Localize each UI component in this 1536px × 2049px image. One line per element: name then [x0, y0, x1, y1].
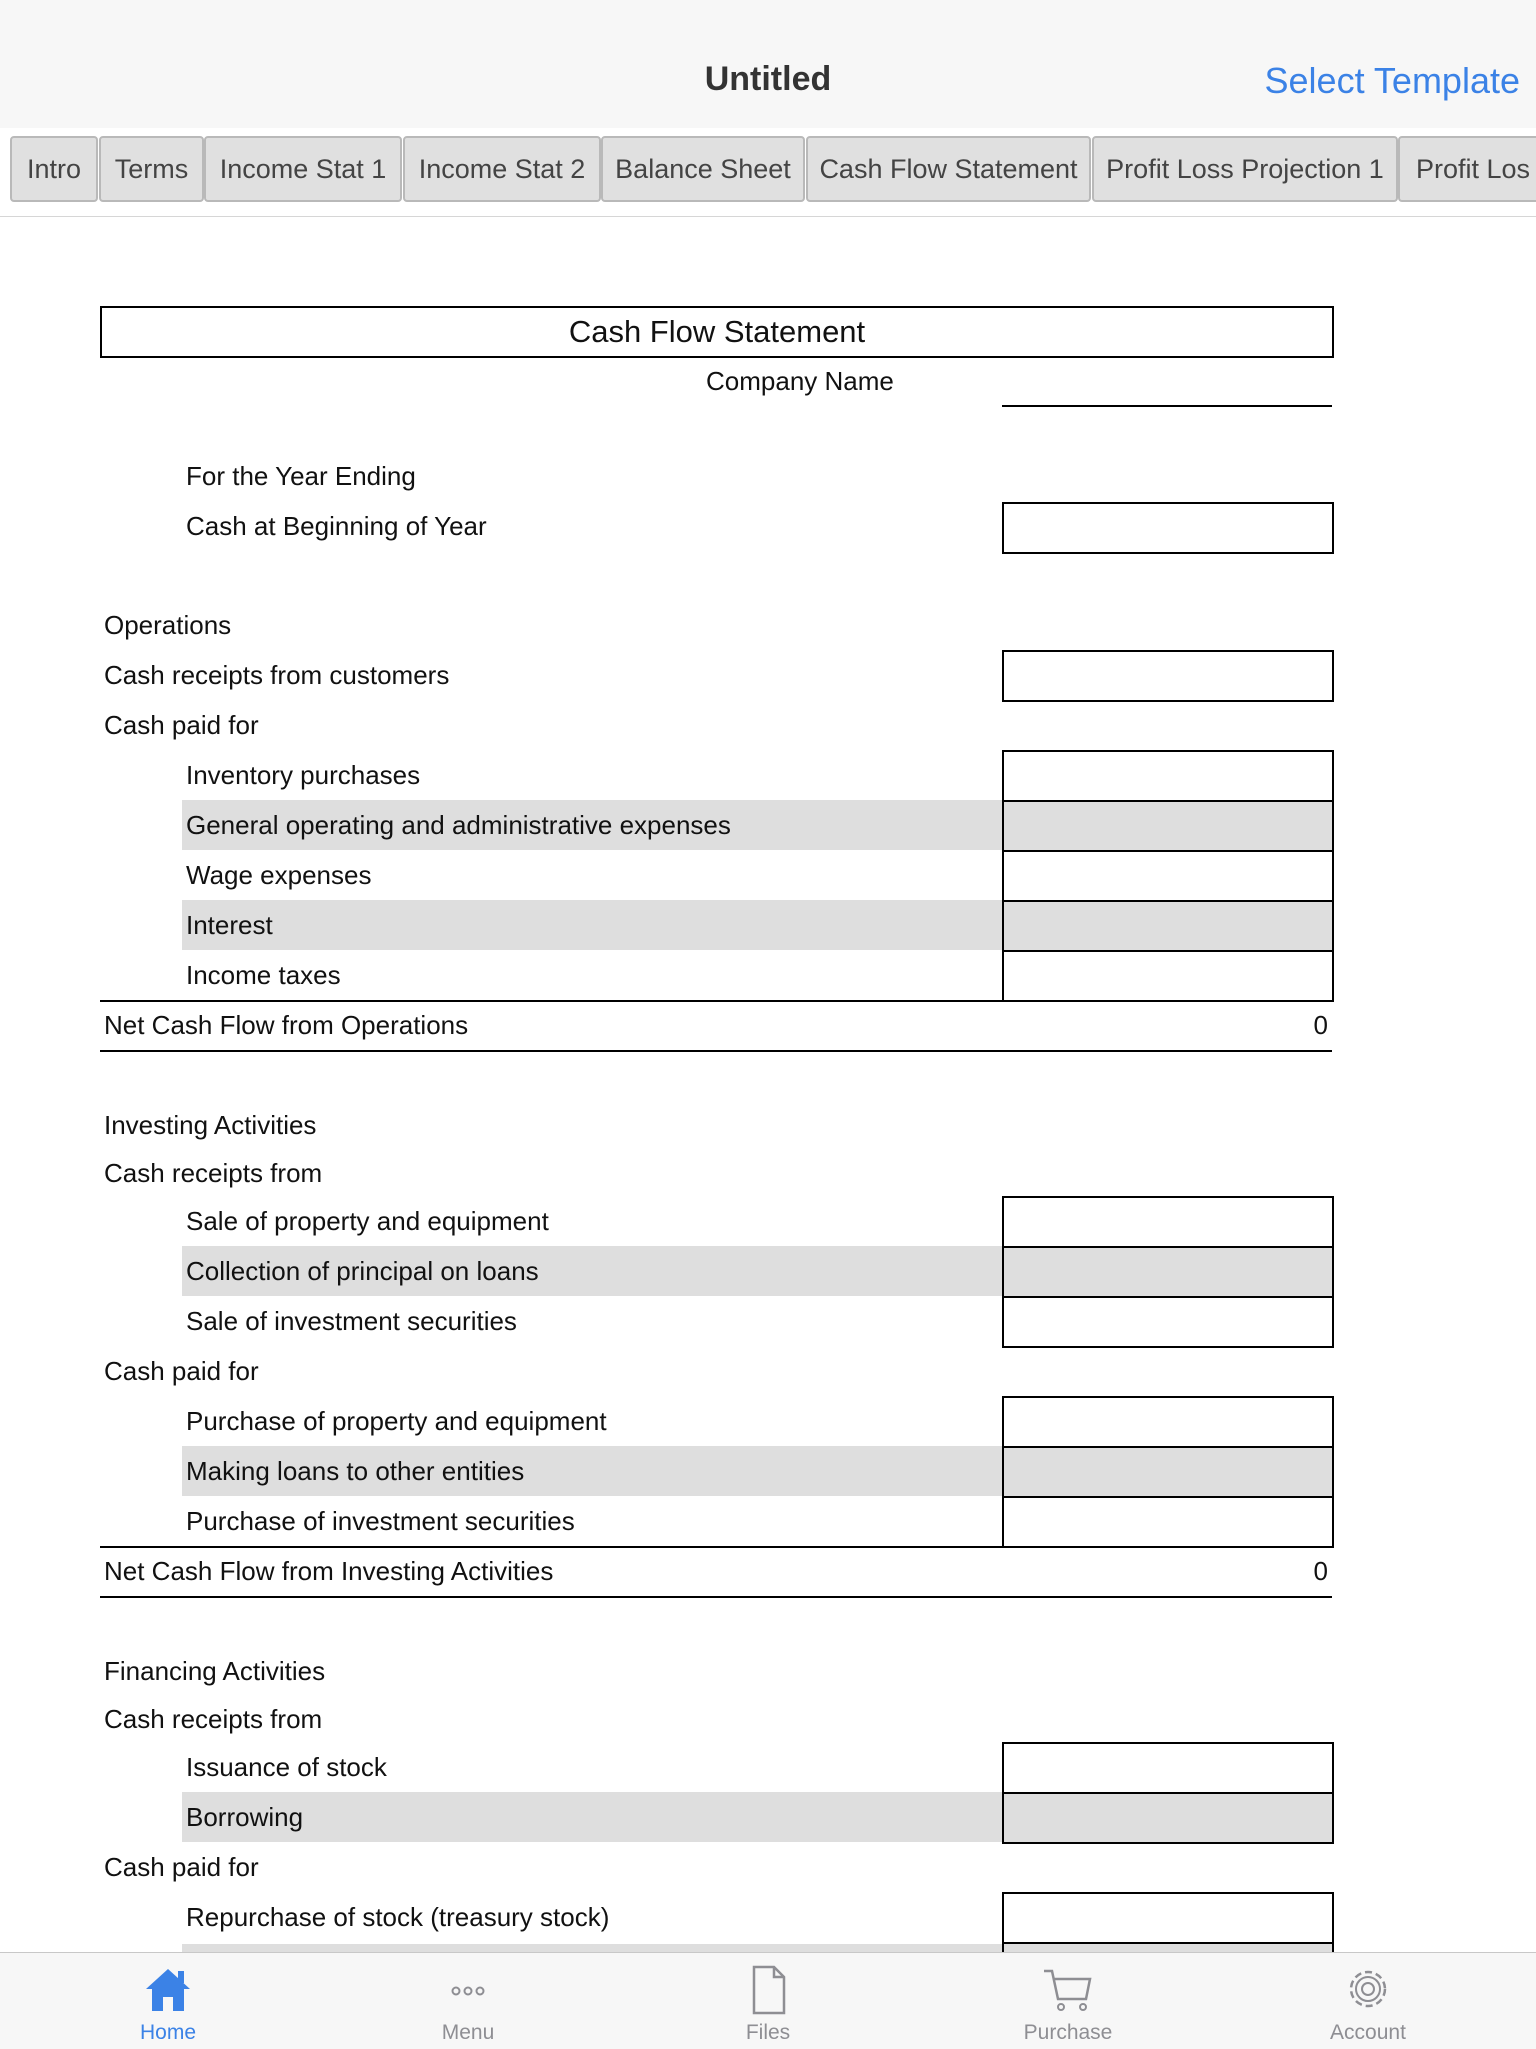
tab-terms[interactable]: Terms	[99, 136, 204, 202]
net-investing-label: Net Cash Flow from Investing Activities	[104, 1556, 554, 1586]
tab-income-stat-1[interactable]: Income Stat 1	[204, 136, 402, 202]
purchase-securities-input[interactable]	[1002, 1496, 1334, 1548]
financing-receipts-label: Cash receipts from	[104, 1704, 323, 1734]
borrowing-label: Borrowing	[186, 1802, 304, 1832]
tab-intro[interactable]: Intro	[10, 136, 98, 202]
investing-receipts-label: Cash receipts from	[104, 1158, 323, 1188]
interest-label: Interest	[186, 910, 273, 940]
investing-heading: Investing Activities	[104, 1110, 317, 1140]
tab-cash-flow-statement[interactable]: Cash Flow Statement	[806, 136, 1091, 202]
issuance-stock-label: Issuance of stock	[186, 1752, 387, 1782]
more-icon	[440, 1961, 496, 2017]
tab-menu[interactable]	[368, 1953, 568, 2049]
tab-profit-loss-projection-1[interactable]: Profit Loss Projection 1	[1092, 136, 1398, 202]
tab-account-label: Account	[1330, 2021, 1406, 2044]
row-shade	[182, 1944, 1002, 1952]
tab-home-label: Home	[139, 2021, 197, 2044]
divider-line	[100, 1000, 1332, 1002]
repurchase-stock-input[interactable]	[1002, 1892, 1334, 1944]
purchase-property-label: Purchase of property and equipment	[186, 1406, 607, 1436]
cash-beginning-input[interactable]	[1002, 502, 1334, 554]
row-shade	[182, 900, 1002, 950]
tab-files[interactable]	[668, 1953, 868, 2049]
tab-menu-label: Menu	[441, 2021, 495, 2044]
income-taxes-label: Income taxes	[186, 960, 341, 990]
sheet-title: Cash Flow Statement	[100, 306, 1334, 358]
ops-paid-for-label: Cash paid for	[104, 710, 259, 740]
sale-securities-input[interactable]	[1002, 1296, 1334, 1348]
navigation-bar	[0, 0, 1536, 129]
tab-home[interactable]	[68, 1953, 268, 2049]
select-template-button[interactable]: Select Template	[1264, 60, 1520, 101]
divider-line	[100, 1546, 1332, 1548]
issuance-stock-input[interactable]	[1002, 1742, 1334, 1794]
file-icon	[740, 1961, 796, 2017]
wage-expenses-input[interactable]	[1002, 850, 1334, 902]
net-operations-value: 0	[1313, 1010, 1328, 1040]
purchase-property-input[interactable]	[1002, 1396, 1334, 1448]
net-operations-label: Net Cash Flow from Operations	[104, 1010, 469, 1040]
inventory-purchases-label: Inventory purchases	[186, 760, 421, 790]
tab-purchase[interactable]	[968, 1953, 1168, 2049]
year-ending-label: For the Year Ending	[186, 461, 416, 491]
home-icon	[140, 1961, 196, 2017]
divider-line	[100, 1050, 1332, 1052]
making-loans-label: Making loans to other entities	[186, 1456, 525, 1486]
sale-property-input[interactable]	[1002, 1196, 1334, 1248]
financing-paid-for-label: Cash paid for	[104, 1852, 259, 1882]
sale-securities-label: Sale of investment securities	[186, 1306, 517, 1336]
tab-files-label: Files	[745, 2021, 791, 2044]
cart-icon	[1040, 1961, 1096, 2017]
cash-flow-sheet	[0, 216, 1536, 1952]
row-shade	[182, 1792, 1002, 1842]
wage-expenses-label: Wage expenses	[186, 860, 372, 890]
general-operating-label: General operating and administrative expenses	[186, 810, 731, 840]
investing-paid-for-label: Cash paid for	[104, 1356, 259, 1386]
borrowing-input[interactable]	[1002, 1792, 1334, 1844]
financing-heading: Financing Activities	[104, 1656, 326, 1686]
section-tabs	[0, 128, 1536, 217]
gear-icon	[1340, 1961, 1396, 2017]
interest-input[interactable]	[1002, 900, 1334, 952]
receipts-customers-input[interactable]	[1002, 650, 1334, 702]
general-operating-input[interactable]	[1002, 800, 1334, 852]
sale-property-label: Sale of property and equipment	[186, 1206, 549, 1236]
receipts-customers-label: Cash receipts from customers	[104, 660, 450, 690]
tab-income-stat-2[interactable]: Income Stat 2	[403, 136, 601, 202]
repurchase-stock-label: Repurchase of stock (treasury stock)	[186, 1902, 610, 1932]
document-title: Untitled	[704, 60, 832, 98]
inventory-purchases-input[interactable]	[1002, 750, 1334, 802]
collection-principal-input[interactable]	[1002, 1246, 1334, 1298]
collection-principal-label: Collection of principal on loans	[186, 1256, 539, 1286]
tab-profit-loss-projection-2[interactable]: Profit Los	[1398, 136, 1536, 202]
tab-account[interactable]	[1268, 1953, 1468, 2049]
company-name-field[interactable]	[1002, 405, 1332, 407]
purchase-securities-label: Purchase of investment securities	[186, 1506, 575, 1536]
cash-beginning-label: Cash at Beginning of Year	[186, 511, 487, 541]
tab-purchase-label: Purchase	[1023, 2021, 1113, 2044]
company-name-label: Company Name	[706, 366, 894, 396]
bottom-tab-bar	[0, 1952, 1536, 2049]
divider-line	[100, 1596, 1332, 1598]
tab-balance-sheet[interactable]: Balance Sheet	[601, 136, 805, 202]
making-loans-input[interactable]	[1002, 1446, 1334, 1498]
next-row-input[interactable]	[1002, 1942, 1334, 1952]
income-taxes-input[interactable]	[1002, 950, 1334, 1002]
net-investing-value: 0	[1313, 1556, 1328, 1586]
operations-heading: Operations	[104, 610, 232, 640]
